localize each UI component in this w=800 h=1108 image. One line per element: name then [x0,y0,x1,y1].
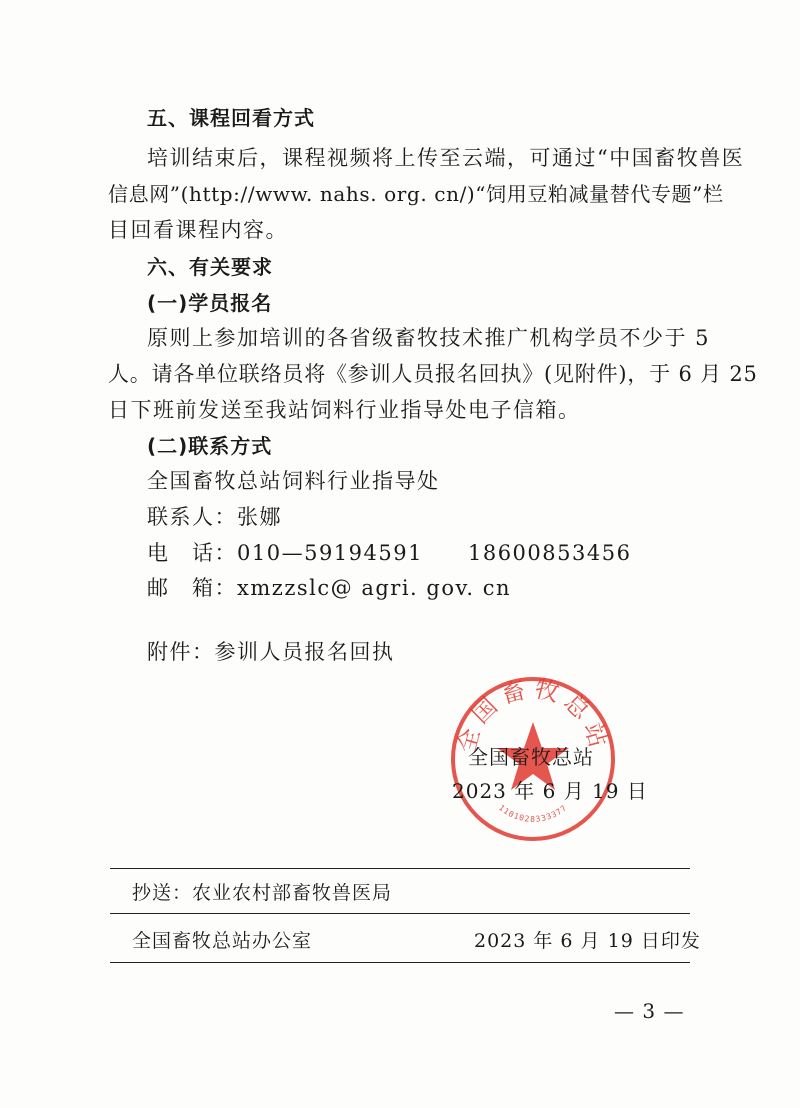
contact-phone [147,539,631,567]
section-heading: 五、课程回看方式 [147,106,315,130]
issue-date: 2023 年 6 月 19 日印发 [474,930,701,952]
paragraph-line: 人。请各单位联络员将《参训人员报名回执》(见附件)，于 6 月 25 [108,362,758,386]
signature-date: 2023 年 6 月 19 日 [452,779,648,803]
paragraph-line: 信息网”(http://www. nahs. org. cn/)“饲用豆粕减量替代专题”栏 [108,182,724,206]
paragraph-line: 日下班前发送至我站饲料行业指导处电子信箱。 [108,398,581,422]
svg-text:全国畜牧总站: 全国畜牧总站 [451,674,615,757]
contact-person: 联系人：张娜 [147,505,282,529]
email-label: 邮 箱： [147,576,237,600]
footer-bottom-rule [110,962,690,963]
paragraph-line: 目回看课程内容。 [108,218,288,242]
email-value: xmzzslc@ agri. gov. cn [237,576,511,600]
signature-org: 全国畜牧总站 [468,745,594,769]
subsection-heading: (二)联系方式 [147,434,273,458]
cc-line: 抄送：农业农村部畜牧兽医局 [132,882,393,904]
attachment-note: 附件：参训人员报名回执 [147,640,395,664]
contact-org: 全国畜牧总站饲料行业指导处 [147,469,440,493]
page-number: — 3 — [614,999,685,1023]
subsection-heading: (一)学员报名 [147,291,273,315]
footer-top-rule [110,868,690,869]
phone-value: 010—59194591 18600853456 [237,541,632,565]
paragraph-line: 原则上参加培训的各省级畜牧技术推广机构学员不少于 5 [147,326,711,350]
phone-label: 电 话： [147,541,237,565]
svg-text:1101028333377: 1101028333377 [497,803,569,824]
footer-middle-rule [110,913,690,914]
issuer: 全国畜牧总站办公室 [132,930,313,952]
contact-email [147,574,511,602]
paragraph-line: 培训结束后，课程视频将上传至云端，可通过“中国畜牧兽医 [147,146,745,170]
section-heading: 六、有关要求 [147,255,273,279]
